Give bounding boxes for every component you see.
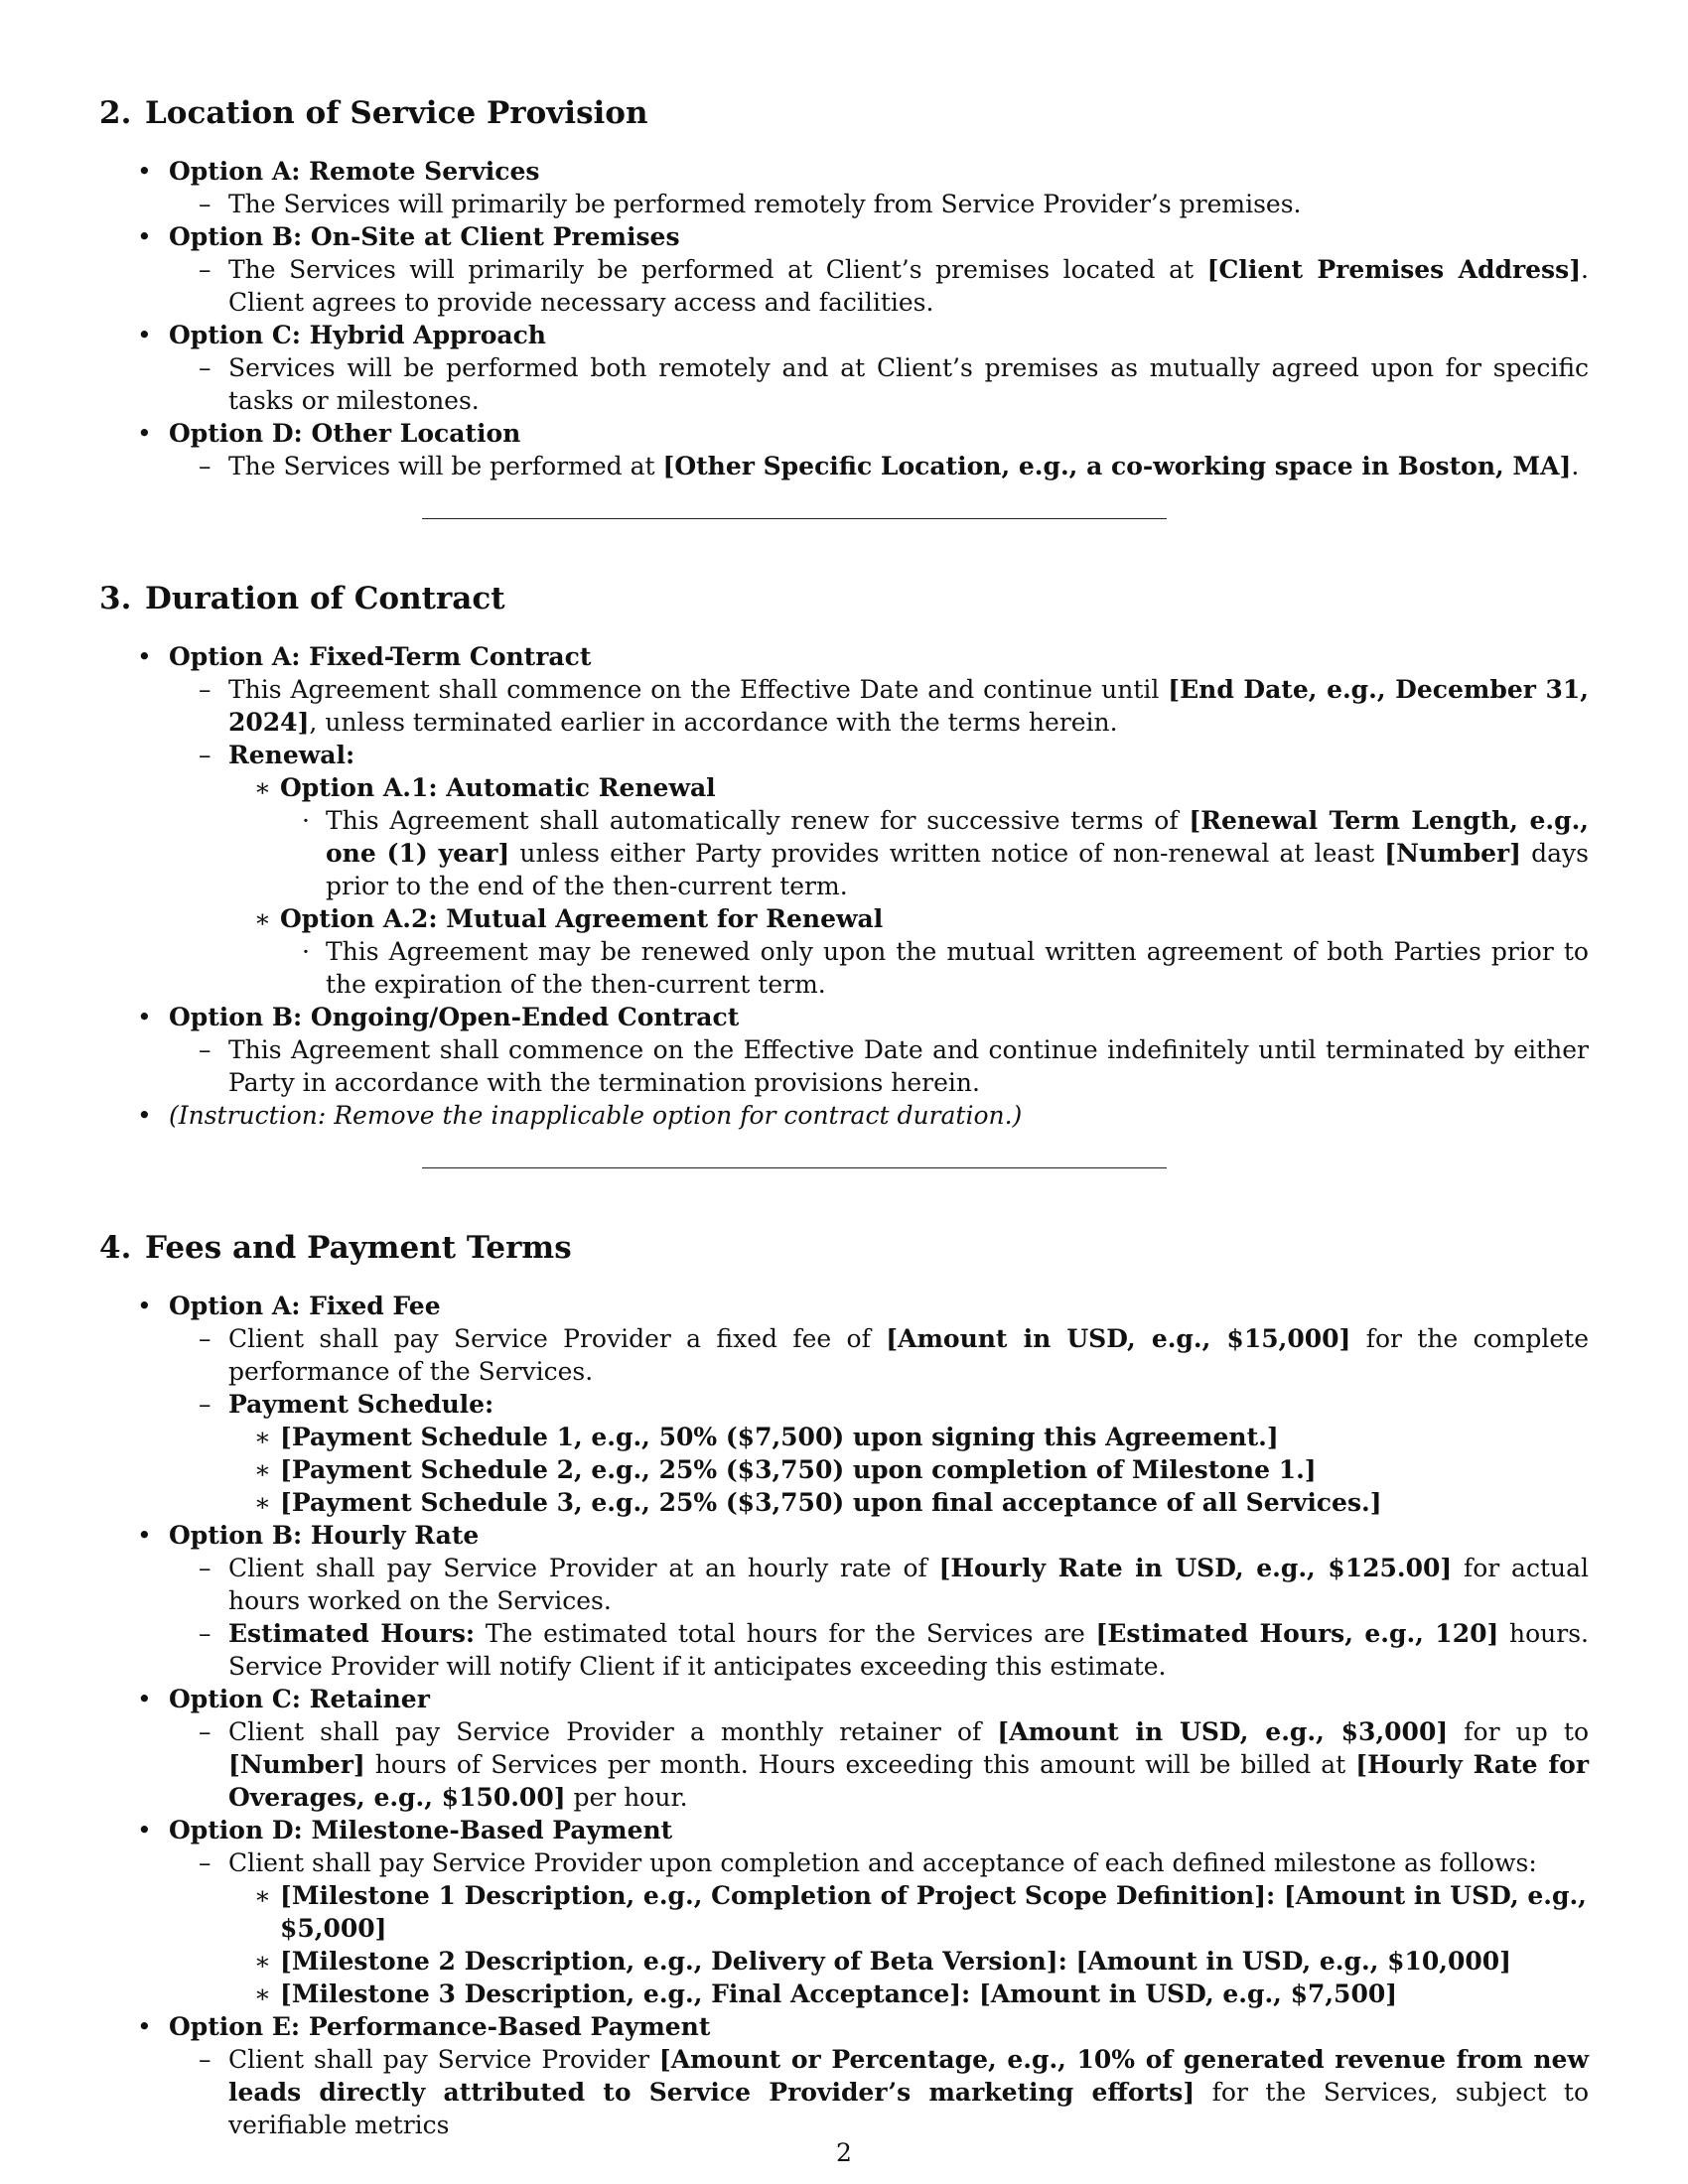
list-item — [169, 450, 1589, 482]
option-text: The estimated total hours for the Services are — [475, 1619, 1096, 1648]
option-text: for up to — [1448, 1717, 1589, 1746]
option-text: . Client agrees to provide necessary access and facilities. — [228, 255, 1589, 317]
instruction-note: (Instruction: Remove the inapplicable option for contract duration.) — [169, 1101, 1023, 1130]
option-text: This Agreement shall automatically renew for successive terms of — [326, 806, 1190, 835]
list-item — [169, 2043, 1589, 2141]
option-text: Services will be performed both remotely and at Client’s premises as mutually agreed upon for specific tasks or milestones. — [228, 353, 1589, 415]
list-item — [228, 771, 1589, 902]
section-number: 2. — [99, 95, 132, 131]
option-text: Client shall pay Service Provider upon completion and acceptance of each defined milestone as follows: — [228, 1848, 1537, 1877]
option-text: This Agreement may be renewed only upon the mutual written agreement of both Parties prior to the expiration of the then-current term. — [326, 937, 1589, 999]
option-text: . — [1571, 452, 1580, 480]
payment-schedule-label: – Payment Schedule: — [228, 1390, 494, 1419]
option-label: • Option B: Ongoing/Open-Ended Contract — [169, 1003, 740, 1031]
placeholder: [Payment Schedule 3, e.g., 25% ($3,750) upon final acceptance of all Services.] — [280, 1488, 1382, 1517]
option-text: , unless terminated earlier in accordance with the terms herein. — [309, 708, 1118, 737]
option-text: days prior to the end of the then-current term. — [326, 839, 1589, 900]
list-item — [99, 1001, 1589, 1099]
list-item — [99, 1519, 1589, 1683]
list-item — [228, 1879, 1589, 1945]
section-title: Location of Service Provision — [145, 95, 648, 131]
option-text: Client shall pay Service Provider at an hourly rate of — [228, 1554, 939, 1582]
option-text: Client shall pay Service Provider — [228, 2045, 659, 2074]
list-item — [169, 1715, 1589, 1814]
placeholder: [Number] — [1384, 839, 1521, 868]
option-label: • Option A: Remote Services — [169, 157, 540, 186]
list-item — [169, 351, 1589, 417]
placeholder: [Renewal Term Length, e.g., one (1) year] — [326, 806, 1589, 868]
list-item — [99, 220, 1589, 319]
list-item — [228, 1978, 1589, 2010]
fees-options-list — [99, 1290, 1589, 2141]
section-number: 4. — [99, 1230, 132, 1266]
list-item — [228, 1945, 1589, 1978]
option-text: for the Services, subject to verifiable metrics — [228, 2078, 1589, 2139]
option-label: • Option B: Hourly Rate — [169, 1521, 480, 1550]
option-label: • Option A: Fixed-Term Contract — [169, 642, 592, 671]
list-item — [280, 935, 1589, 1001]
page-number: 2 — [836, 2138, 852, 2167]
placeholder: [Estimated Hours, e.g., 120] — [1095, 1619, 1499, 1648]
list-item — [169, 1388, 1589, 1519]
placeholder: [Milestone 2 Description, e.g., Delivery of Beta Version]: [Amount in USD, e.g., $10,000] — [280, 1947, 1512, 1976]
placeholder: [Milestone 3 Description, e.g., Final Acceptance]: [Amount in USD, e.g., $7,500] — [280, 1979, 1398, 2008]
option-text: hours. Service Provider will notify Client if it anticipates exceeding this estimate. — [228, 1619, 1589, 1681]
list-item — [280, 804, 1589, 902]
section-heading-fees — [99, 1228, 1589, 1268]
section-divider — [422, 518, 1167, 519]
option-label: • Option D: Other Location — [169, 419, 521, 448]
section-number: 3. — [99, 581, 132, 616]
list-item — [99, 1099, 1589, 1132]
list-item — [99, 2010, 1589, 2141]
list-item — [169, 1322, 1589, 1388]
list-item — [169, 673, 1589, 739]
placeholder: [Client Premises Address] — [1206, 255, 1582, 284]
option-label: • Option C: Retainer — [169, 1685, 430, 1713]
placeholder: [Amount or Percentage, e.g., 10% of generated revenue from new leads directly attributed to Service Provider’s marketing efforts] — [228, 2045, 1589, 2107]
document-content — [99, 93, 1589, 2141]
option-label: • Option B: On-Site at Client Premises — [169, 222, 680, 251]
option-text: for actual hours worked on the Services. — [228, 1554, 1590, 1615]
option-text: unless either Party provides written notice of non-renewal at least — [509, 839, 1385, 868]
placeholder: [Hourly Rate in USD, e.g., $125.00] — [938, 1554, 1453, 1582]
option-label: • Option D: Milestone-Based Payment — [169, 1816, 673, 1844]
placeholder: [Payment Schedule 1, e.g., 50% ($7,500) upon signing this Agreement.] — [280, 1423, 1279, 1451]
section-title: Duration of Contract — [145, 581, 505, 616]
list-item — [228, 1421, 1589, 1453]
section-heading-duration — [99, 579, 1589, 618]
list-item — [99, 1683, 1589, 1814]
option-text: This Agreement shall commence on the Effective Date and continue indefinitely until terminated by either Party in accordance with the termination provisions herein. — [228, 1035, 1589, 1097]
list-item — [169, 1617, 1589, 1683]
option-text: hours of Services per month. Hours exceeding this amount will be billed at — [364, 1750, 1356, 1779]
option-label: • Option A: Fixed Fee — [169, 1292, 441, 1320]
location-options-list — [99, 155, 1589, 482]
placeholder: [Amount in USD, e.g., $3,000] — [997, 1717, 1449, 1746]
list-item — [169, 1552, 1589, 1617]
option-label: ∗ Option A.2: Mutual Agreement for Renewal — [280, 904, 884, 933]
list-item — [228, 902, 1589, 1001]
option-label: • Option C: Hybrid Approach — [169, 321, 546, 349]
placeholder: [Amount in USD, e.g., $15,000] — [886, 1324, 1351, 1353]
placeholder: [End Date, e.g., December 31, 2024] — [228, 675, 1589, 737]
option-text: Client shall pay Service Provider a monthly retainer of — [228, 1717, 998, 1746]
list-item — [99, 1814, 1589, 2010]
list-item — [228, 1453, 1589, 1486]
placeholder: [Number] — [228, 1750, 365, 1779]
list-item — [99, 155, 1589, 220]
list-item — [99, 417, 1589, 482]
option-text: for the complete performance of the Services. — [228, 1324, 1589, 1386]
list-item — [228, 1486, 1589, 1519]
option-label: • Option E: Performance-Based Payment — [169, 2012, 711, 2041]
option-text: This Agreement shall commence on the Effective Date and continue until — [228, 675, 1169, 704]
renewal-label: – Renewal: — [228, 741, 355, 769]
option-text: per hour. — [565, 1783, 688, 1812]
list-item — [169, 1846, 1589, 2010]
list-item — [169, 188, 1589, 220]
option-label: ∗ Option A.1: Automatic Renewal — [280, 773, 716, 802]
list-item — [99, 640, 1589, 1001]
list-item — [169, 739, 1589, 1001]
estimated-hours-label: Estimated Hours: — [228, 1619, 476, 1648]
option-text: Client shall pay Service Provider a fixed fee of — [228, 1324, 887, 1353]
list-item — [99, 1290, 1589, 1519]
placeholder: [Hourly Rate for Overages, e.g., $150.00] — [228, 1750, 1589, 1812]
placeholder: [Payment Schedule 2, e.g., 25% ($3,750) upon completion of Milestone 1.] — [280, 1455, 1317, 1484]
list-item — [169, 1033, 1589, 1099]
option-text: The Services will primarily be performed remotely from Service Provider’s premises. — [228, 190, 1302, 218]
list-item — [99, 319, 1589, 417]
placeholder: [Milestone 1 Description, e.g., Completion of Project Scope Definition]: [Amount in USD, e.g., $5,000] — [280, 1881, 1587, 1943]
duration-options-list — [99, 640, 1589, 1132]
option-text: The Services will be performed at — [228, 452, 663, 480]
option-text: The Services will primarily be performed at Client’s premises located at — [228, 255, 1207, 284]
section-title: Fees and Payment Terms — [145, 1230, 572, 1266]
placeholder: [Other Specific Location, e.g., a co-working space in Boston, MA] — [662, 452, 1572, 480]
section-divider — [422, 1167, 1167, 1168]
section-heading-location — [99, 93, 1589, 133]
list-item — [169, 253, 1589, 319]
